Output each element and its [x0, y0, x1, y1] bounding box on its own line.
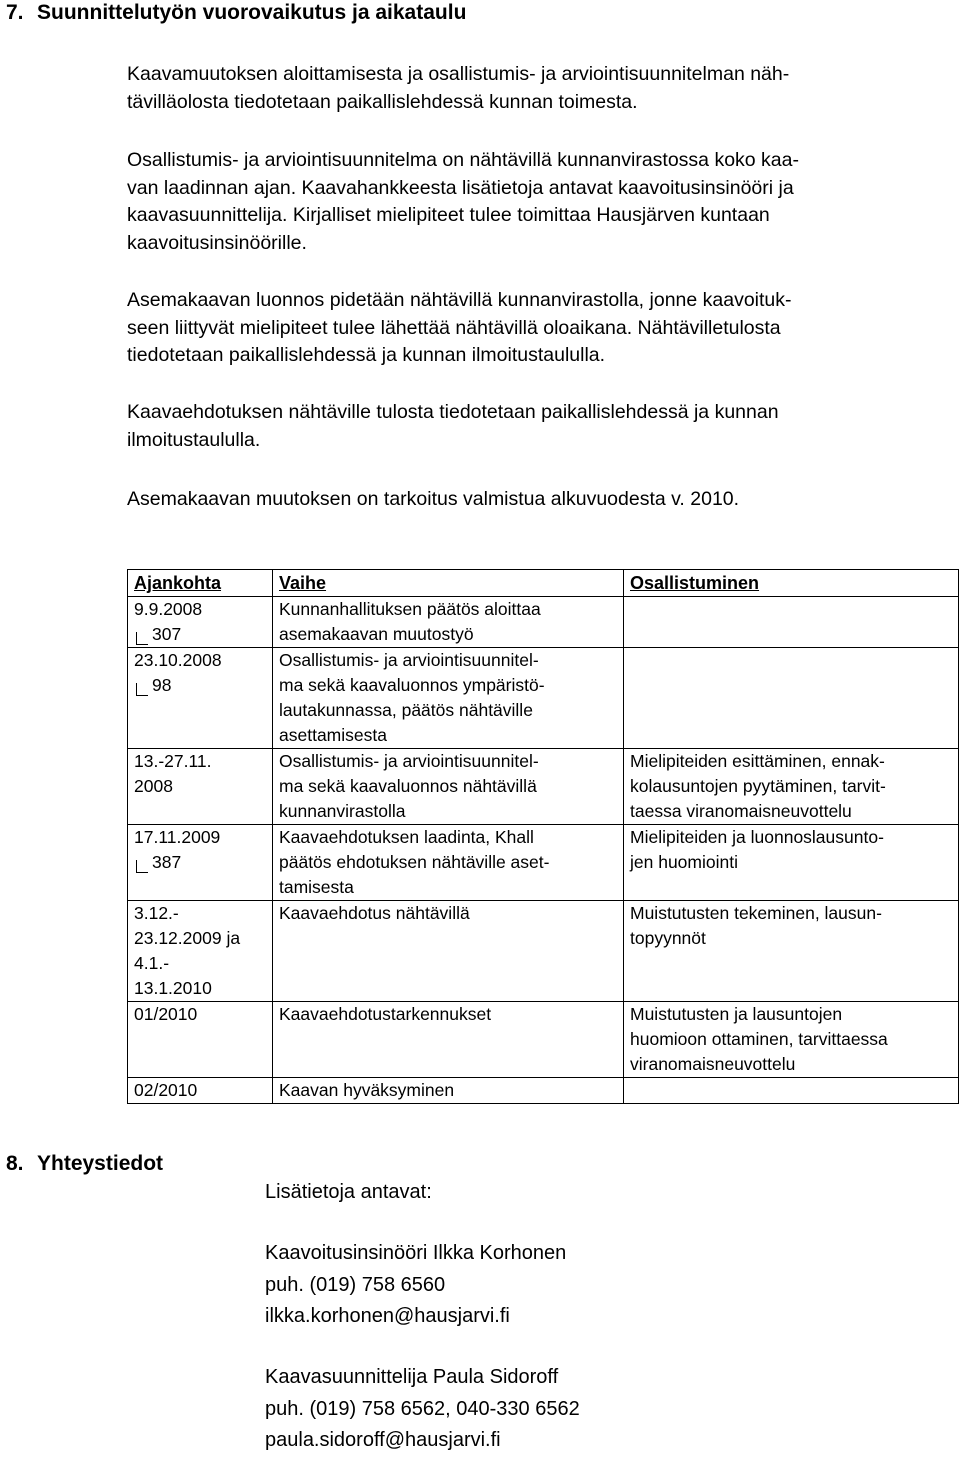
- participation-cell: [624, 597, 959, 648]
- contact-phone: puh. (019) 758 6560: [265, 1273, 446, 1296]
- table-row: [128, 901, 959, 1002]
- phase-text: asettamisesta: [279, 725, 387, 745]
- decision-ref-number: 387: [152, 852, 182, 872]
- decision-ref-number: 98: [152, 675, 172, 695]
- contact-phone: puh. (019) 758 6562, 040-330 6562: [265, 1397, 580, 1420]
- schedule-header-row: [128, 570, 959, 597]
- phase-text: Kaavaehdotuksen laadinta, Khall: [279, 827, 534, 847]
- decision-ref-number: 307: [152, 624, 182, 644]
- phase-text: ma sekä kaavaluonnos ympäristö-: [279, 675, 545, 695]
- phase-text: lautakunnassa, päätös nähtäville: [279, 700, 533, 720]
- phase-text: Kaavan hyväksyminen: [279, 1080, 455, 1100]
- paragraph-line: tiedotetaan paikallislehdessä ja kunnan ilmoitustaululla.: [127, 344, 606, 366]
- participation-text: Muistutusten tekeminen, lausun-: [630, 903, 882, 923]
- paragraph-line: Osallistumis- ja arviointisuunnitelma on nähtävillä kunnanvirastossa koko kaa-: [127, 149, 799, 171]
- paragraph-line: Asemakaavan muutoksen on tarkoitus valmistua alkuvuodesta v. 2010.: [127, 488, 740, 510]
- header-date: Ajankohta: [128, 570, 273, 597]
- date-text: 23.10.2008: [134, 650, 222, 670]
- participation-cell: [624, 901, 959, 1002]
- table-row: [128, 597, 959, 648]
- phase-text: tamisesta: [279, 877, 354, 897]
- paragraph-participation-plan: [127, 147, 947, 257]
- paragraph-announcement: [127, 61, 947, 116]
- participation-text: taessa viranomaisneuvottelu: [630, 801, 852, 821]
- header-participation: Osallistuminen: [624, 570, 959, 597]
- date-text: 9.9.2008: [134, 599, 203, 619]
- date-text: 2008: [134, 776, 173, 796]
- participation-text: Muistutusten ja lausuntojen: [630, 1004, 843, 1024]
- date-cell: [128, 1002, 273, 1078]
- phase-text: Kunnanhallituksen päätös aloittaa: [279, 599, 541, 619]
- date-text: 13.-27.11.: [134, 751, 212, 771]
- phase-text: ma sekä kaavaluonnos nähtävillä: [279, 776, 537, 796]
- paragraph-line: seen liittyvät mielipiteet tulee lähettää nähtävillä oloaikana. Nähtävilletulosta: [127, 316, 781, 339]
- phase-text: kunnanvirastolla: [279, 801, 406, 821]
- contact-email[interactable]: ilkka.korhonen@hausjarvi.fi: [265, 1305, 510, 1327]
- phase-cell: [273, 648, 624, 749]
- phase-cell: [273, 597, 624, 648]
- header-phase: Vaihe: [273, 570, 624, 597]
- paragraph-line: ilmoitustaululla.: [127, 428, 261, 451]
- date-text: 17.11.2009: [134, 827, 221, 847]
- paragraph-line: van laadinnan ajan. Kaavahankkeesta lisätietoja antavat kaavoitusinsinööri ja: [127, 176, 794, 199]
- date-text: 23.12.2009 ja: [134, 928, 241, 948]
- participation-text: jen huomiointi: [630, 852, 738, 872]
- date-text: 4.1.-: [134, 953, 170, 973]
- decision-ref: [134, 850, 266, 875]
- phase-text: Kaavaehdotus nähtävillä: [279, 903, 470, 923]
- reference-hook-icon: [136, 683, 148, 696]
- date-text: 01/2010: [134, 1004, 198, 1024]
- participation-text: huomioon ottaminen, tarvittaessa: [630, 1029, 888, 1049]
- paragraph-line: Asemakaavan luonnos pidetään nähtävillä kunnanvirastolla, jonne kaavoituk-: [127, 289, 792, 311]
- phase-text: päätös ehdotuksen nähtäville aset-: [279, 852, 550, 872]
- participation-text: viranomaisneuvottelu: [630, 1054, 796, 1074]
- date-cell: [128, 901, 273, 1002]
- participation-cell: [624, 648, 959, 749]
- paragraph-line: Kaavaehdotuksen nähtäville tulosta tiedotetaan paikallislehdessä ja kunnan: [127, 401, 779, 423]
- paragraph-line: tävilläolosta tiedotetaan paikallislehdessä kunnan toimesta.: [127, 90, 638, 113]
- paragraph-proposal-display: [127, 399, 947, 454]
- phase-text: Osallistumis- ja arviointisuunnitel-: [279, 751, 539, 771]
- date-cell: [128, 749, 273, 825]
- paragraph-draft-display: [127, 287, 947, 370]
- date-cell: [128, 1078, 273, 1104]
- date-text: 3.12.-: [134, 903, 179, 923]
- participation-cell: [624, 825, 959, 901]
- participation-text: topyynnöt: [630, 928, 706, 948]
- participation-text: kolausuntojen pyytäminen, tarvit-: [630, 776, 886, 796]
- contact-intro: Lisätietoja antavat:: [265, 1181, 432, 1203]
- participation-text: Mielipiteiden esittäminen, ennak-: [630, 751, 885, 771]
- date-cell: [128, 648, 273, 749]
- section-7-number: 7.: [6, 1, 24, 24]
- decision-ref: [134, 673, 266, 698]
- participation-cell: [624, 749, 959, 825]
- participation-cell: [624, 1002, 959, 1078]
- phase-text: Kaavaehdotustarkennukset: [279, 1004, 492, 1024]
- paragraph-line: kaavasuunnittelija. Kirjalliset mielipiteet tulee toimittaa Hausjärven kuntaan: [127, 204, 770, 226]
- phase-cell: [273, 749, 624, 825]
- participation-cell: [624, 1078, 959, 1104]
- contact-block: [265, 1238, 566, 1333]
- paragraph-line: kaavoitusinsinöörille.: [127, 231, 307, 254]
- phase-cell: [273, 825, 624, 901]
- phase-cell: [273, 1002, 624, 1078]
- contact-block: [265, 1362, 580, 1457]
- section-8-number: 8.: [6, 1152, 24, 1175]
- section-7-heading: [6, 0, 466, 26]
- section-8-heading: [6, 1151, 163, 1177]
- table-row: [128, 749, 959, 825]
- table-row: [128, 825, 959, 901]
- phase-cell: [273, 1078, 624, 1104]
- table-row: [128, 648, 959, 749]
- reference-hook-icon: [136, 860, 148, 873]
- phase-text: Osallistumis- ja arviointisuunnitel-: [279, 650, 539, 670]
- date-text: 13.1.2010: [134, 978, 212, 998]
- date-cell: [128, 825, 273, 901]
- schedule-table: [127, 569, 959, 1104]
- contact-email[interactable]: paula.sidoroff@hausjarvi.fi: [265, 1429, 501, 1451]
- paragraph-completion-target: [127, 486, 947, 514]
- participation-text: Mielipiteiden ja luonnoslausunto-: [630, 827, 884, 847]
- date-text: 02/2010: [134, 1080, 198, 1100]
- decision-ref: [134, 622, 266, 647]
- section-8-title: Yhteystiedot: [37, 1152, 164, 1175]
- date-cell: [128, 597, 273, 648]
- reference-hook-icon: [136, 632, 148, 645]
- phase-cell: [273, 901, 624, 1002]
- contact-name: Kaavasuunnittelija Paula Sidoroff: [265, 1366, 559, 1388]
- phase-text: asemakaavan muutostyö: [279, 624, 474, 644]
- contact-name: Kaavoitusinsinööri Ilkka Korhonen: [265, 1242, 567, 1264]
- table-row: [128, 1002, 959, 1078]
- section-7-title: Suunnittelutyön vuorovaikutus ja aikataulu: [37, 1, 467, 24]
- paragraph-line: Kaavamuutoksen aloittamisesta ja osallistumis- ja arviointisuunnitelman näh-: [127, 63, 790, 85]
- table-row: [128, 1078, 959, 1104]
